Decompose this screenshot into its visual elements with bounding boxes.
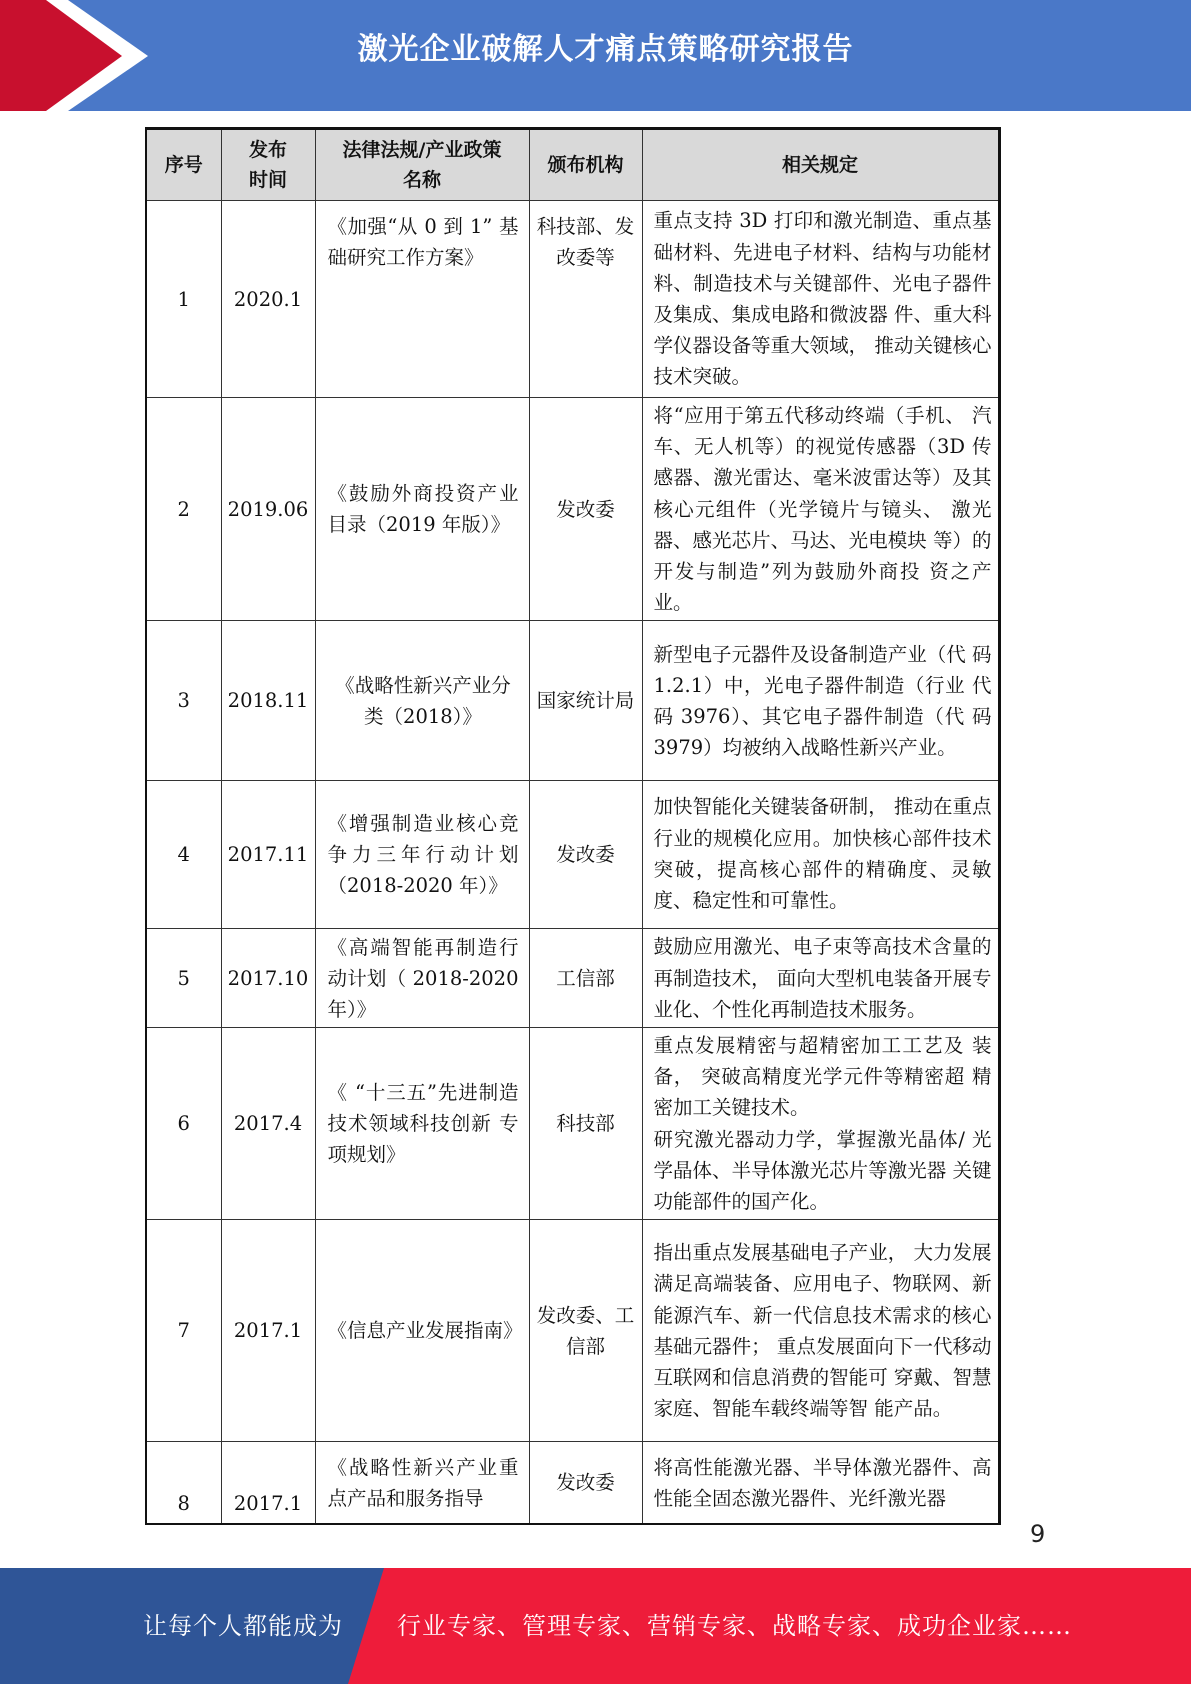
table-row	[146, 621, 999, 781]
row-reg: 重点支持 3D 打印和激光制造、重点基础材料、先进电子材料、结构与功能材料、制造技术与关键部件、光电子器件及集成、集成电路和微波器 件、重大科学仪器设备等重大领域， 推动关键核心技术突破。	[642, 201, 999, 398]
header-name-line2: 名称	[402, 169, 441, 191]
table-row	[146, 781, 999, 929]
table-row	[146, 398, 999, 621]
row-org: 科技部、发改委等	[529, 201, 642, 398]
header-name-line1: 法律法规/产业政策	[342, 139, 502, 161]
policy-table	[145, 127, 1001, 1525]
row-date: 2019.06	[221, 398, 315, 621]
row-reg: 加快智能化关键装备研制， 推动在重点行业的规模化应用。加快核心部件技术突破，提高核心部件的精确度、灵敏度、稳定性和可靠性。	[642, 781, 999, 929]
header-name	[315, 129, 529, 201]
row-name: 《高端智能再制造行动计划（ 2018-2020 年）》	[315, 929, 529, 1028]
row-date: 2018.11	[221, 621, 315, 781]
row-num: 5	[146, 929, 221, 1028]
row-date: 2017.10	[221, 929, 315, 1028]
row-reg: 鼓励应用激光、电子束等高技术含量的再制造技术， 面向大型机电装备开展专业化、个性化再制造技术服务。	[642, 929, 999, 1028]
row-org: 发改委	[529, 1442, 642, 1524]
row-num: 1	[146, 201, 221, 398]
header-date-line1: 发布	[248, 139, 287, 161]
row-org: 工信部	[529, 929, 642, 1028]
header-date-line2: 时间	[248, 169, 287, 191]
table-row	[146, 1220, 999, 1442]
row-num: 6	[146, 1028, 221, 1220]
row-name: 《战略性新兴产业分类（2018）》	[315, 621, 529, 781]
header-date	[221, 129, 315, 201]
row-date: 2017.11	[221, 781, 315, 929]
row-reg: 将高性能激光器、半导体激光器件、高性能全固态激光器件、光纤激光器	[642, 1442, 999, 1524]
footer-slogan-left: 让每个人都能成为	[143, 1612, 343, 1640]
row-num: 3	[146, 621, 221, 781]
row-reg: 将“应用于第五代移动终端（手机、 汽车、无人机等）的视觉传感器（3D 传感器、激光雷达、毫米波雷达等）及其核心元组件（光学镜片与镜头、 激光器、感光芯片、马达、光电模块 等）的开发与制造”列为鼓励外商投 资之产业。	[642, 398, 999, 621]
row-date: 2020.1	[221, 201, 315, 398]
header-num: 序号	[146, 129, 221, 201]
table-row	[146, 1028, 999, 1220]
table-header-row	[146, 129, 999, 201]
header-org: 颁布机构	[529, 129, 642, 201]
row-name: 《 “十三五”先进制造技术领域科技创新 专项规划》	[315, 1028, 529, 1220]
page-header	[0, 0, 1191, 111]
row-num: 2	[146, 398, 221, 621]
row-org: 发改委	[529, 398, 642, 621]
row-org: 国家统计局	[529, 621, 642, 781]
row-reg: 指出重点发展基础电子产业， 大力发展满足高端装备、应用电子、物联网、新能源汽车、新一代信息技术需求的核心基础元器件； 重点发展面向下一代移动互联网和信息消费的智能可 穿戴、智慧家庭、智能车载终端等智 能产品。	[642, 1220, 999, 1442]
row-org: 发改委	[529, 781, 642, 929]
table-row	[146, 1442, 999, 1524]
header-reg: 相关规定	[642, 129, 999, 201]
report-title: 激光企业破解人才痛点策略研究报告	[357, 32, 854, 67]
row-date: 2017.1	[221, 1442, 315, 1524]
row-num: 4	[146, 781, 221, 929]
row-name: 《信息产业发展指南》	[315, 1220, 529, 1442]
page-number: 9	[1030, 1520, 1046, 1548]
row-reg-para2: 研究激光器动力学，掌握激光晶体/ 光学晶体、半导体激光芯片等激光器 关键功能部件的国产化。	[653, 1127, 992, 1214]
row-num: 7	[146, 1220, 221, 1442]
row-org: 科技部	[529, 1028, 642, 1220]
row-name: 《加强“从 0 到 1” 基础研究工作方案》	[315, 201, 529, 398]
row-name: 《增强制造业核心竞争力三年行动计划（2018-2020 年）》	[315, 781, 529, 929]
row-reg	[642, 1028, 999, 1220]
row-org: 发改委、工信部	[529, 1220, 642, 1442]
row-reg-para1: 重点发展精密与超精密加工工艺及 装备， 突破高精度光学元件等精密超 精密加工关键技术。	[653, 1034, 992, 1120]
table-row	[146, 929, 999, 1028]
row-name: 《鼓励外商投资产业目录（2019 年版）》	[315, 398, 529, 621]
table-row	[146, 201, 999, 398]
page-footer	[0, 1568, 1191, 1684]
row-name: 《战略性新兴产业重点产品和服务指导	[315, 1442, 529, 1524]
row-num: 8	[146, 1442, 221, 1524]
footer-slogan-right: 行业专家、管理专家、营销专家、战略专家、成功企业家……	[397, 1612, 1072, 1640]
row-date: 2017.4	[221, 1028, 315, 1220]
row-date: 2017.1	[221, 1220, 315, 1442]
row-reg: 新型电子元器件及设备制造产业（代 码 1.2.1）中，光电子器件制造（行业 代码 3976）、其它电子器件制造（代 码 3979）均被纳入战略性新兴产业。	[642, 621, 999, 781]
